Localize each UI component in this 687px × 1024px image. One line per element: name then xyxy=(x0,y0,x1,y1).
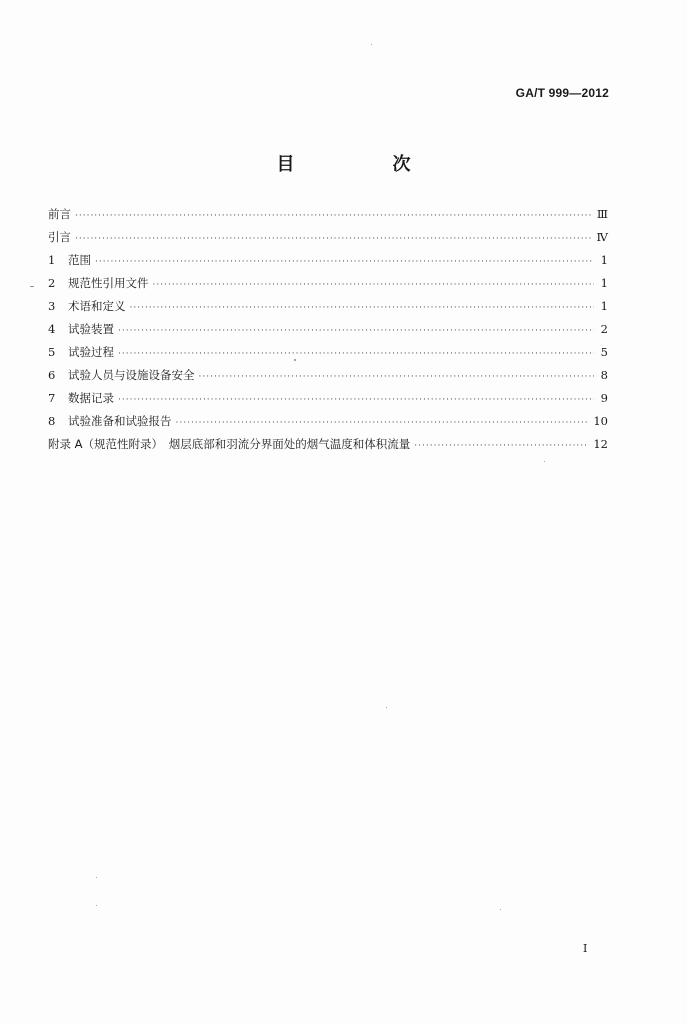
toc-entry-number: 2 xyxy=(48,276,56,290)
toc-entry-normative-references[interactable] xyxy=(48,275,608,298)
toc-entry-test-procedure[interactable] xyxy=(48,344,608,367)
toc-entry-page: 2 xyxy=(600,322,608,336)
toc-entry-page: 12 xyxy=(593,437,608,451)
toc-entry-number: 5 xyxy=(48,345,56,359)
toc-leader-dots xyxy=(75,234,593,244)
toc-entry-number: 6 xyxy=(48,368,56,382)
scan-speck xyxy=(96,905,97,906)
toc-entry-label: 附录 A（规范性附录） 烟层底部和羽流分界面处的烟气温度和体积流量 xyxy=(48,437,411,451)
toc-entry-page: 5 xyxy=(600,345,608,359)
toc-entry-test-apparatus[interactable] xyxy=(48,321,608,344)
toc-entry-page: 1 xyxy=(600,299,608,313)
page-number: I xyxy=(583,942,588,955)
toc-entry-page: Ⅳ xyxy=(596,230,608,244)
toc-leader-dots xyxy=(199,372,595,382)
scan-speck xyxy=(294,359,296,361)
toc-entry-page: 1 xyxy=(600,276,608,290)
toc-leader-dots xyxy=(118,395,594,405)
toc-entry-page: 8 xyxy=(600,368,608,382)
toc-entry-number: 7 xyxy=(48,391,56,405)
scan-speck xyxy=(96,877,97,878)
toc-entry-page: 9 xyxy=(600,391,608,405)
toc-entry-label: 试验过程 xyxy=(68,345,114,359)
toc-entry-introduction[interactable] xyxy=(48,229,608,252)
scan-speck xyxy=(500,909,501,910)
toc-entry-preparation-report[interactable] xyxy=(48,413,608,436)
toc-entry-label: 规范性引用文件 xyxy=(68,276,149,290)
toc-entry-label: 范围 xyxy=(68,253,91,267)
toc-leader-dots xyxy=(414,441,589,451)
scan-speck xyxy=(386,707,387,708)
toc-entry-label: 试验人员与设施设备安全 xyxy=(68,368,195,382)
table-of-contents xyxy=(48,206,608,459)
toc-entry-label: 前言 xyxy=(48,207,71,221)
toc-leader-dots xyxy=(95,257,594,267)
scan-speck xyxy=(371,44,372,45)
toc-leader-dots xyxy=(118,349,594,359)
toc-leader-dots xyxy=(75,211,593,221)
toc-entry-terms-definitions[interactable] xyxy=(48,298,608,321)
scan-speck xyxy=(30,286,34,287)
standard-number: GA/T 999—2012 xyxy=(515,86,609,100)
toc-entry-page: 1 xyxy=(600,253,608,267)
toc-entry-page: 10 xyxy=(593,414,608,428)
toc-entry-number: 3 xyxy=(48,299,56,313)
toc-leader-dots xyxy=(176,418,590,428)
toc-entry-label: 数据记录 xyxy=(68,391,114,405)
toc-entry-label: 术语和定义 xyxy=(68,299,126,313)
toc-entry-page: Ⅲ xyxy=(596,207,608,221)
toc-entry-foreword[interactable] xyxy=(48,206,608,229)
toc-entry-number: 1 xyxy=(48,253,56,267)
toc-leader-dots xyxy=(130,303,595,313)
toc-title: 目 次 xyxy=(276,154,451,175)
toc-leader-dots xyxy=(118,326,594,336)
toc-entry-annex-a[interactable] xyxy=(48,436,608,459)
toc-entry-scope[interactable] xyxy=(48,252,608,275)
scan-speck xyxy=(544,461,545,462)
toc-entry-data-recording[interactable] xyxy=(48,390,608,413)
toc-entry-personnel-safety[interactable] xyxy=(48,367,608,390)
toc-entry-label: 试验装置 xyxy=(68,322,114,336)
toc-leader-dots xyxy=(153,280,595,290)
toc-entry-label: 试验准备和试验报告 xyxy=(68,414,172,428)
toc-entry-number: 4 xyxy=(48,322,56,336)
toc-entry-label: 引言 xyxy=(48,230,71,244)
toc-entry-number: 8 xyxy=(48,414,56,428)
